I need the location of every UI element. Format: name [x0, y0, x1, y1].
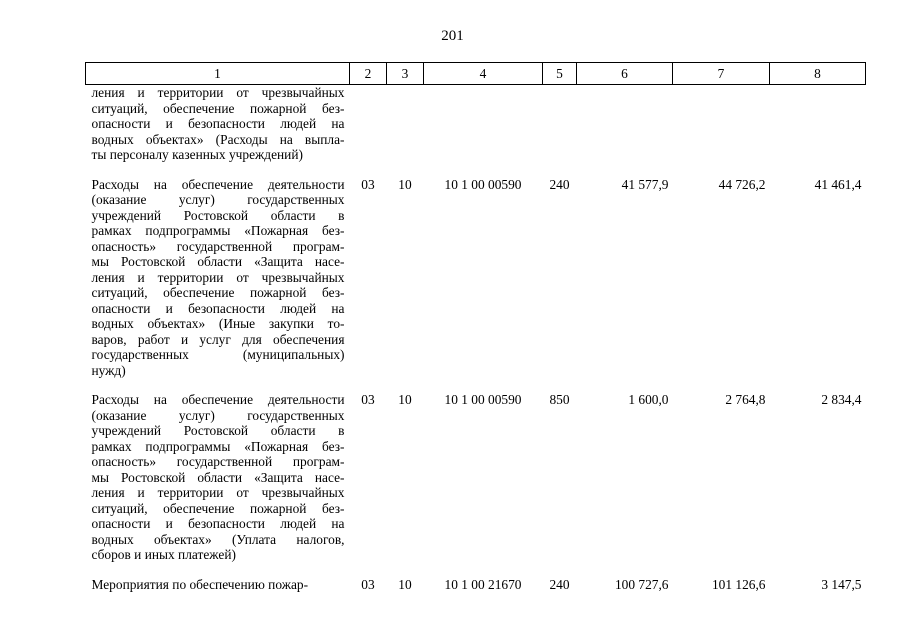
expense-type-code: 240 [549, 176, 570, 192]
subsection-code [387, 85, 424, 169]
expense-description [86, 169, 350, 385]
expense-type-code [543, 85, 577, 169]
section-code: 03 [361, 176, 375, 192]
column-header-3: 3 [387, 63, 424, 85]
budget-table [85, 62, 866, 598]
amount-col-8: 41 461,4 [814, 176, 862, 192]
expense-description [86, 384, 350, 569]
description-line: варов, работ и услуг для обеспечения [91, 331, 345, 347]
section-code [350, 85, 387, 169]
column-header-4: 4 [424, 63, 543, 85]
description-line: ления и территории от чрезвычайных [91, 269, 345, 285]
description-line: (оказание услуг) государственных [91, 407, 345, 423]
description-line: опасности и безопасности людей на [91, 116, 345, 131]
amount-col-6: 1 600,0 [628, 392, 669, 407]
description-line: ления и территории от чрезвычайных [91, 85, 345, 100]
subsection-code: 10 [398, 176, 412, 192]
expense-type-code: 850 [549, 392, 570, 407]
amount-col-6: 41 577,9 [621, 176, 669, 192]
expense-description [86, 85, 350, 169]
description-line: нужд) [91, 362, 126, 378]
description-line: учреждений Ростовской области в [91, 207, 345, 223]
description-line: опасности и безопасности людей на [91, 516, 345, 531]
target-article-code: 10 1 00 00590 [444, 176, 522, 192]
amount-col-6 [577, 85, 673, 169]
description-line: рамках подпрограммы «Пожарная без- [91, 438, 345, 454]
column-header-1: 1 [86, 63, 350, 85]
description-line: ситуаций, обеспечение пожарной без- [91, 285, 345, 300]
table-row [86, 384, 866, 569]
description-line: государственных (муниципальных) [91, 347, 345, 362]
amount-col-7: 44 726,2 [718, 176, 766, 192]
amount-col-7 [673, 85, 770, 169]
description-line: мы Ростовской области «Защита насе- [91, 469, 345, 485]
description-line: опасности и безопасности людей на [91, 300, 345, 316]
amount-col-7: 101 126,6 [711, 576, 766, 592]
column-header-7: 7 [673, 63, 770, 85]
expense-description [86, 569, 350, 599]
subsection-code: 10 [398, 392, 412, 407]
description-line: опасность» государственной програм- [91, 238, 345, 254]
target-article-code [424, 85, 543, 169]
column-header-8: 8 [770, 63, 866, 85]
amount-col-8 [770, 85, 866, 169]
amount-col-7: 2 764,8 [725, 392, 766, 407]
description-line: Расходы на обеспечение деятельности [91, 392, 345, 407]
description-line: учреждений Ростовской области в [91, 423, 345, 438]
description-line: мы Ростовской области «Защита насе- [91, 254, 345, 269]
column-header-5: 5 [543, 63, 577, 85]
description-line: Расходы на обеспечение деятельности [91, 176, 345, 192]
description-line: опасность» государственной програм- [91, 454, 345, 469]
description-line: (оказание услуг) государственных [91, 192, 345, 207]
table-row [86, 169, 866, 385]
description-line: ситуаций, обеспечение пожарной без- [91, 500, 345, 516]
description-line: ты персоналу казенных учреждений) [91, 147, 303, 162]
description-line: Мероприятия по обеспечению пожар- [91, 576, 309, 592]
description-line: ситуаций, обеспечение пожарной без- [91, 100, 345, 116]
expense-type-code: 240 [549, 576, 570, 592]
page-number: 201 [441, 28, 464, 44]
table-row [86, 85, 866, 169]
subsection-code: 10 [398, 576, 412, 592]
description-line: водных объектах» (Расходы на выпла- [91, 131, 345, 147]
section-code: 03 [361, 392, 375, 407]
description-line: водных объектах» (Иные закупки то- [91, 316, 345, 331]
amount-col-8: 2 834,4 [821, 392, 862, 407]
description-line: сборов и иных платежей) [91, 547, 236, 562]
description-line: рамках подпрограммы «Пожарная без- [91, 223, 345, 238]
amount-col-8: 3 147,5 [821, 576, 862, 592]
column-header-6: 6 [577, 63, 673, 85]
column-header-2: 2 [350, 63, 387, 85]
amount-col-6: 100 727,6 [614, 576, 669, 592]
table-row [86, 569, 866, 599]
description-line: ления и территории от чрезвычайных [91, 485, 345, 500]
section-code: 03 [361, 576, 375, 592]
target-article-code: 10 1 00 21670 [444, 576, 522, 592]
header-row [86, 63, 866, 85]
target-article-code: 10 1 00 00590 [444, 392, 522, 407]
description-line: водных объектах» (Уплата налогов, [91, 531, 345, 547]
